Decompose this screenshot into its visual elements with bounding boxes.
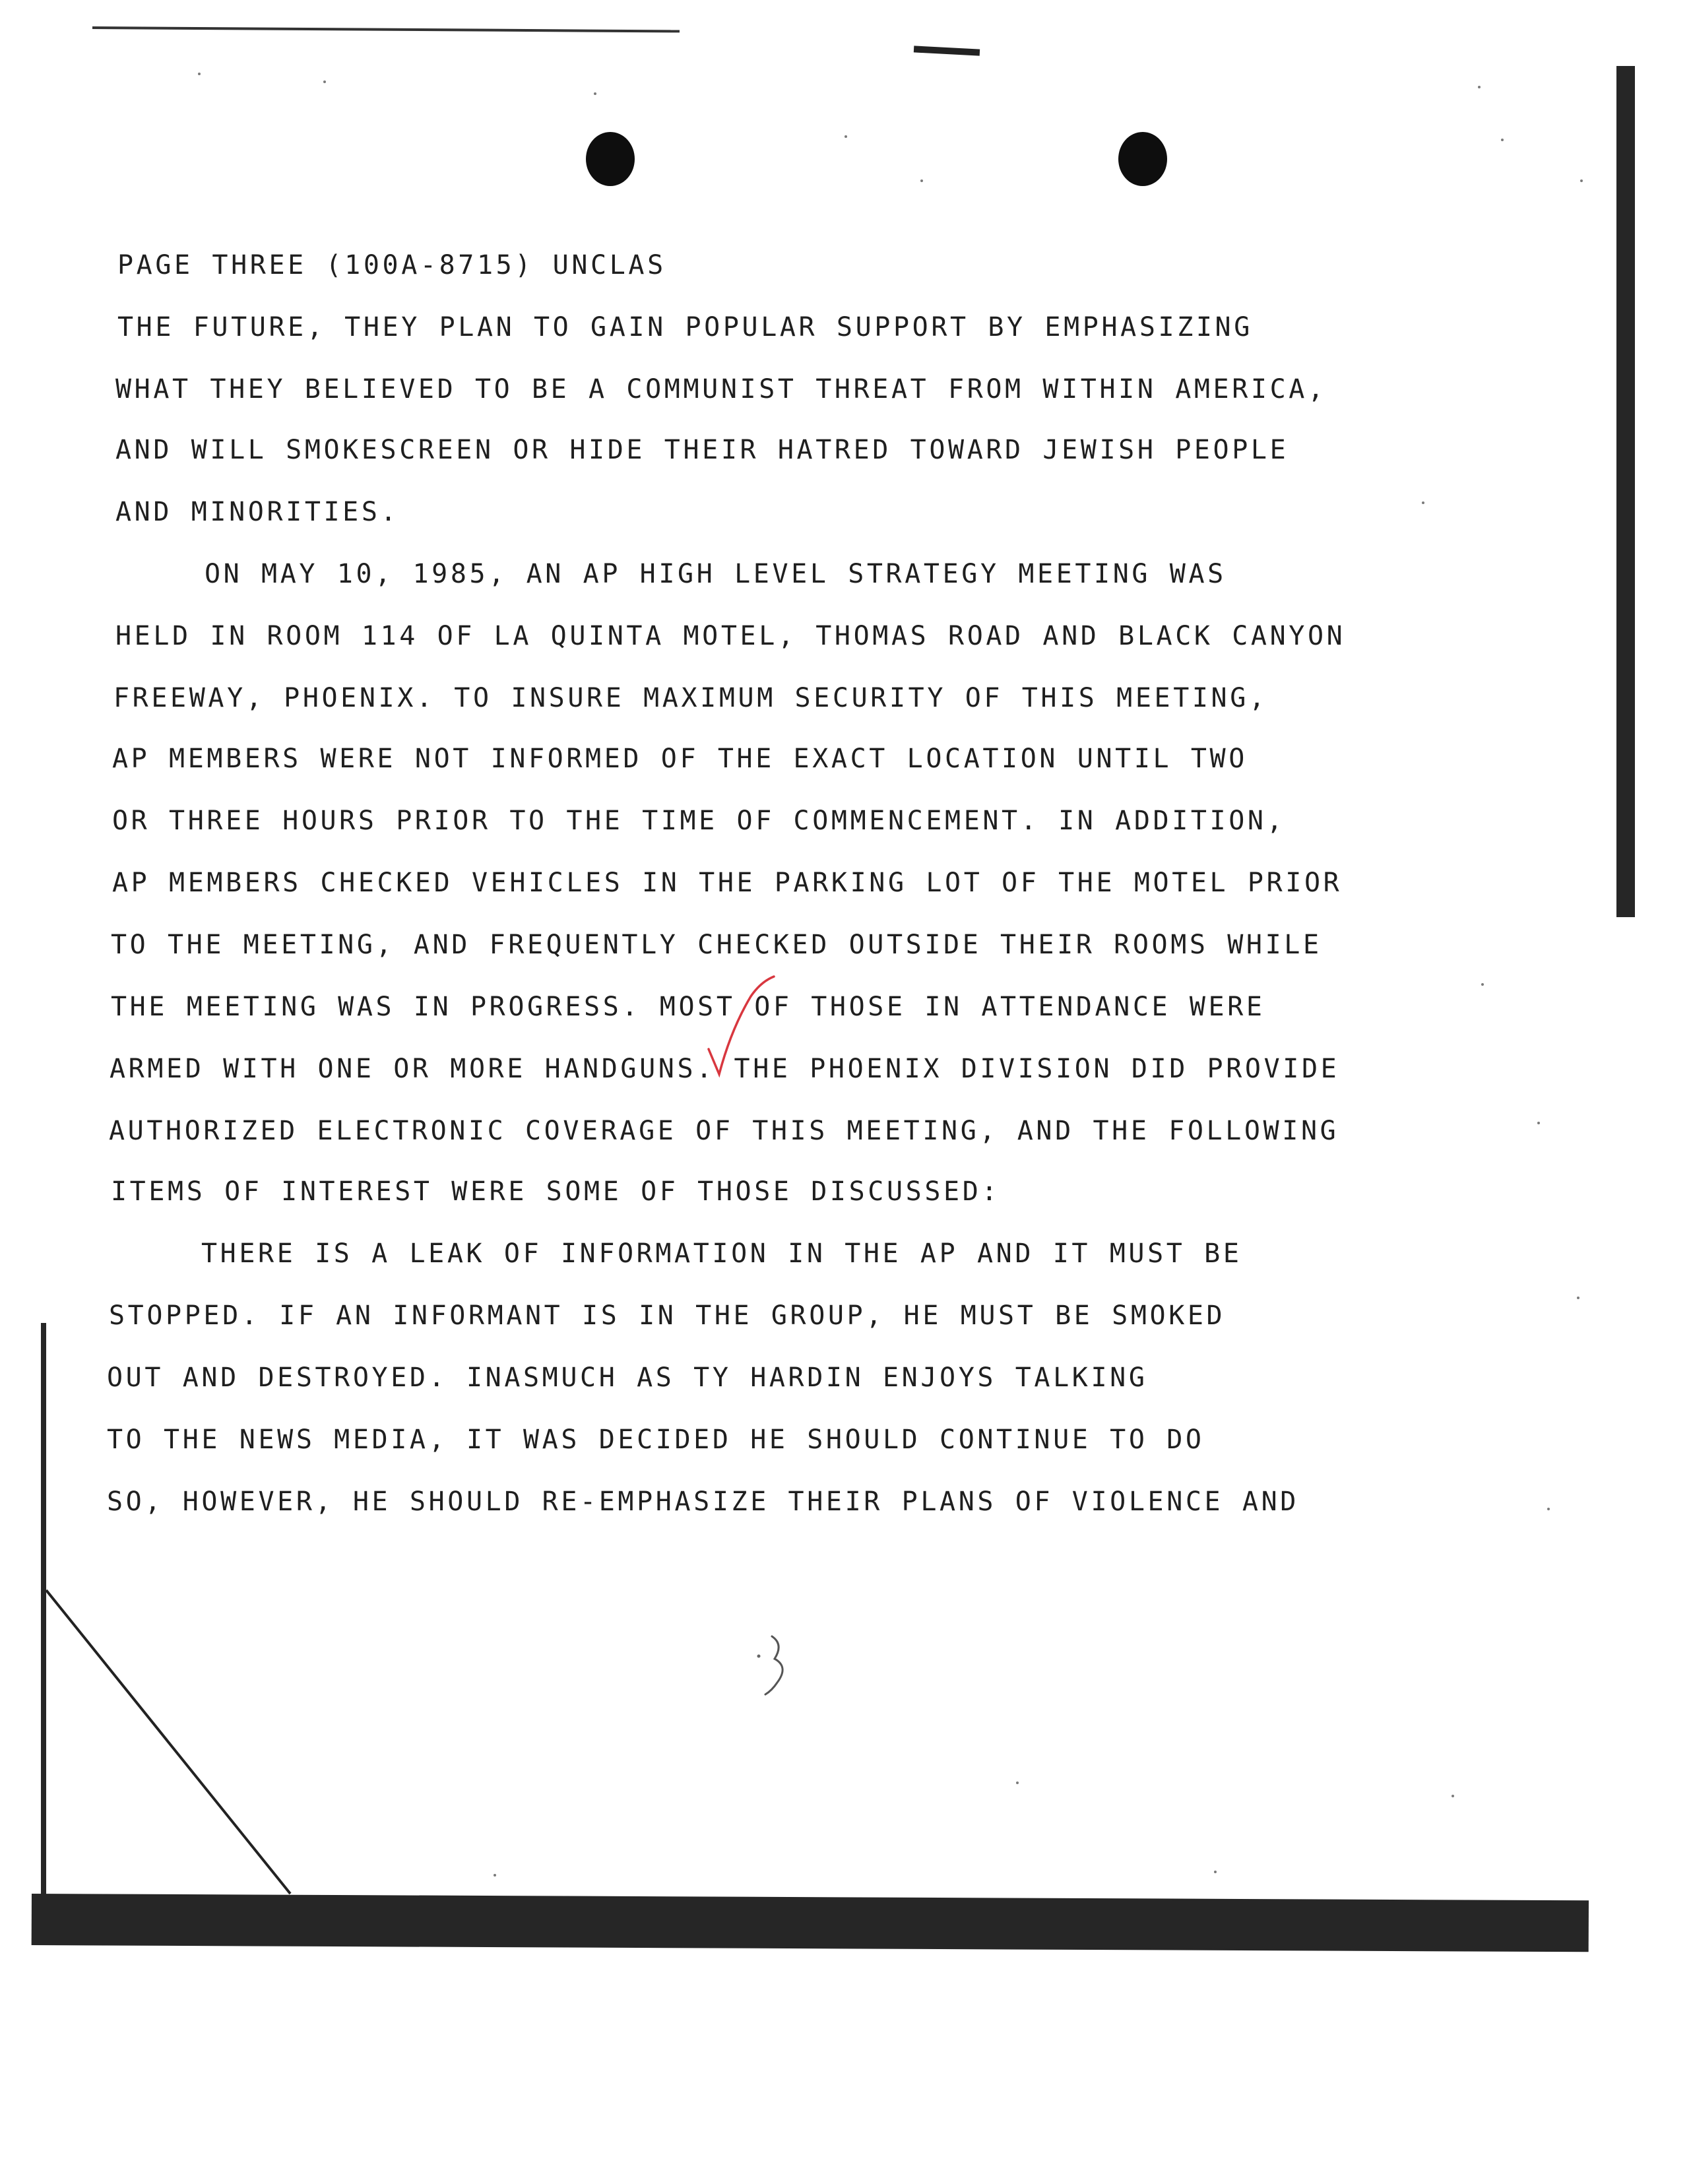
text-line: AP MEMBERS CHECKED VEHICLES IN THE PARKING LOT OF THE MOTEL PRIOR — [112, 868, 1343, 898]
text-line: THE MEETING WAS IN PROGRESS. MOST OF THOSE IN ATTENDANCE WERE — [111, 992, 1265, 1022]
text-line: AP MEMBERS WERE NOT INFORMED OF THE EXACT LOCATION UNTIL TWO — [112, 744, 1248, 774]
text-line: TO THE MEETING, AND FREQUENTLY CHECKED OUTSIDE THEIR ROOMS WHILE — [111, 930, 1322, 960]
text-line: AUTHORIZED ELECTRONIC COVERAGE OF THIS MEETING, AND THE FOLLOWING — [109, 1116, 1339, 1146]
text-line: STOPPED. IF AN INFORMANT IS IN THE GROUP, HE MUST BE SMOKED — [109, 1301, 1226, 1331]
text-line: AND MINORITIES. — [115, 497, 400, 527]
text-line: SO, HOWEVER, HE SHOULD RE-EMPHASIZE THEIR PLANS OF VIOLENCE AND — [107, 1487, 1299, 1517]
bottom-scan-edge — [32, 1894, 1589, 1952]
scan-speck — [1452, 1795, 1454, 1797]
scan-speck — [1016, 1782, 1019, 1784]
pencil-scribble — [752, 1630, 805, 1702]
scan-speck — [1214, 1871, 1217, 1873]
paragraph-start-line: ON MAY 10, 1985, AN AP HIGH LEVEL STRATEGY MEETING WAS — [205, 559, 1227, 589]
text-line: AND WILL SMOKESCREEN OR HIDE THEIR HATRED TOWARD JEWISH PEOPLE — [115, 435, 1289, 465]
red-checkmark — [705, 970, 777, 1082]
text-line: FREEWAY, PHOENIX. TO INSURE MAXIMUM SECURITY OF THIS MEETING, — [113, 683, 1268, 713]
text-line: HELD IN ROOM 114 OF LA QUINTA MOTEL, THOMAS ROAD AND BLACK CANYON — [115, 621, 1346, 651]
page-header: PAGE THREE (100A-8715) UNCLAS — [117, 250, 666, 280]
text-line: THE FUTURE, THEY PLAN TO GAIN POPULAR SUPPORT BY EMPHASIZING — [117, 312, 1253, 342]
text-line: ARMED WITH ONE OR MORE HANDGUNS. THE PHOENIX DIVISION DID PROVIDE — [110, 1054, 1340, 1084]
text-line: OR THREE HOURS PRIOR TO THE TIME OF COMMENCEMENT. IN ADDITION, — [112, 806, 1286, 836]
scan-speck — [494, 1874, 496, 1877]
paragraph-start-line: THERE IS A LEAK OF INFORMATION IN THE AP AND IT MUST BE — [201, 1238, 1242, 1269]
text-line: OUT AND DESTROYED. INASMUCH AS TY HARDIN ENJOYS TALKING — [107, 1363, 1148, 1393]
text-line: TO THE NEWS MEDIA, IT WAS DECIDED HE SHOULD CONTINUE TO DO — [107, 1425, 1205, 1455]
text-line: WHAT THEY BELIEVED TO BE A COMMUNIST THREAT FROM WITHIN AMERICA, — [115, 374, 1327, 404]
text-line: ITEMS OF INTEREST WERE SOME OF THOSE DISCUSSED: — [111, 1176, 1001, 1207]
